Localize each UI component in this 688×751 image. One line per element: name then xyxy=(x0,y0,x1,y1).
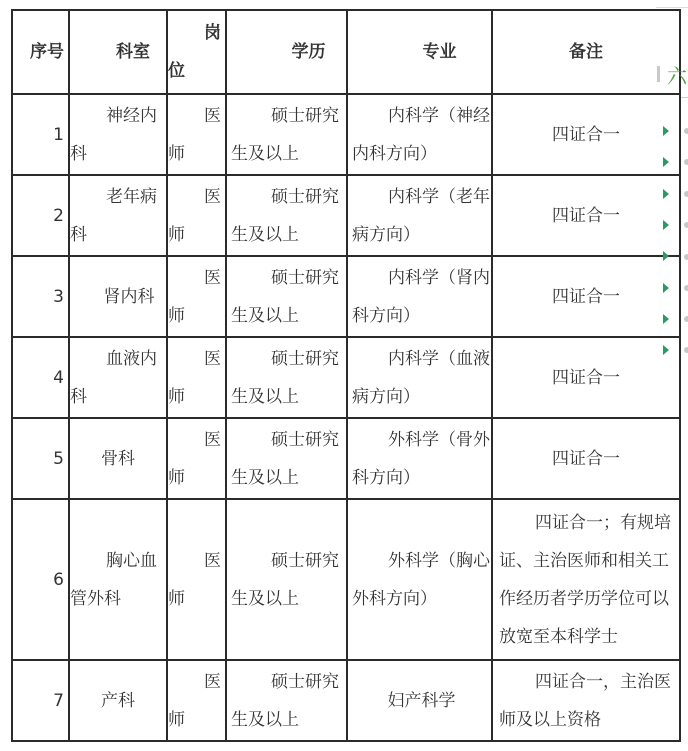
row-education: 硕士研究生及以上 xyxy=(226,256,347,337)
sidebar-link-arrow-icon[interactable] xyxy=(663,157,669,167)
sidebar-link-arrow-icon[interactable] xyxy=(663,189,669,199)
row-dept: 神经内科 xyxy=(69,94,167,175)
header-note: 备注 xyxy=(492,10,680,94)
row-education: 硕士研究生及以上 xyxy=(226,337,347,418)
row-major: 内科学（神经内科方向） xyxy=(347,94,492,175)
row-dept: 肾内科 xyxy=(69,256,167,337)
row-major: 妇产科学 xyxy=(347,660,492,741)
row-note: 四证合一 xyxy=(492,337,680,418)
sidebar-bullet-icon xyxy=(684,285,688,291)
row-note: 四证合一；有规培证、主治医师和相关工作经历者学历学位可以放宽至本科学士 xyxy=(492,499,680,660)
row-index: 4 xyxy=(12,337,69,418)
sidebar-bullet-icon xyxy=(684,347,688,353)
table-row xyxy=(12,418,680,499)
row-post: 医师 xyxy=(167,499,226,660)
sidebar-heading-marker xyxy=(657,66,660,82)
sidebar-bullet-icon xyxy=(684,222,688,228)
row-major: 内科学（肾内科方向） xyxy=(347,256,492,337)
sidebar-link-arrow-icon[interactable] xyxy=(663,283,669,293)
sidebar-bullet-icon xyxy=(684,191,688,197)
row-dept: 胸心血管外科 xyxy=(69,499,167,660)
sidebar-link-arrow-icon[interactable] xyxy=(663,314,669,324)
sidebar-bullet-icon xyxy=(684,254,688,260)
row-index: 6 xyxy=(12,499,69,660)
sidebar-heading: 六 xyxy=(667,64,687,88)
row-post: 医师 xyxy=(167,256,226,337)
row-major: 外科学（胸心外科方向） xyxy=(347,499,492,660)
header-index: 序号 xyxy=(12,10,69,94)
table-row xyxy=(12,499,680,660)
row-education: 硕士研究生及以上 xyxy=(226,499,347,660)
row-post: 医师 xyxy=(167,175,226,256)
row-note: 四证合一 xyxy=(492,256,680,337)
table-row xyxy=(12,660,680,741)
header-major: 专业 xyxy=(347,10,492,94)
row-major: 内科学（老年病方向） xyxy=(347,175,492,256)
table-row xyxy=(12,337,680,418)
row-note: 四证合一 xyxy=(492,418,680,499)
row-major: 外科学（骨外科方向） xyxy=(347,418,492,499)
sidebar-link-arrow-icon[interactable] xyxy=(663,126,669,136)
row-post: 医师 xyxy=(167,418,226,499)
sidebar-link-arrow-icon[interactable] xyxy=(663,220,669,230)
row-index: 1 xyxy=(12,94,69,175)
row-note: 四证合一，主治医师及以上资格 xyxy=(492,660,680,741)
row-education: 硕士研究生及以上 xyxy=(226,175,347,256)
row-post: 医师 xyxy=(167,337,226,418)
row-index: 3 xyxy=(12,256,69,337)
header-dept: 科室 xyxy=(69,10,167,94)
row-dept: 骨科 xyxy=(69,418,167,499)
header-post: 岗位 xyxy=(167,10,226,94)
job-table xyxy=(11,9,681,742)
row-education: 硕士研究生及以上 xyxy=(226,660,347,741)
table-row xyxy=(12,175,680,256)
row-note: 四证合一 xyxy=(492,175,680,256)
header-education: 学历 xyxy=(226,10,347,94)
sidebar-link-arrow-icon[interactable] xyxy=(663,251,669,261)
row-major: 内科学（血液病方向） xyxy=(347,337,492,418)
header-row xyxy=(12,10,680,94)
row-dept: 老年病科 xyxy=(69,175,167,256)
sidebar-link-arrow-icon[interactable] xyxy=(663,345,669,355)
row-post: 医师 xyxy=(167,94,226,175)
table-row xyxy=(12,94,680,175)
row-note: 四证合一 xyxy=(492,94,680,175)
sidebar-bullet-icon xyxy=(684,128,688,134)
row-index: 5 xyxy=(12,418,69,499)
sidebar-heading-divider xyxy=(681,97,688,98)
row-dept: 血液内科 xyxy=(69,337,167,418)
row-education: 硕士研究生及以上 xyxy=(226,418,347,499)
sidebar-top-divider xyxy=(656,7,688,8)
row-dept: 产科 xyxy=(69,660,167,741)
row-index: 7 xyxy=(12,660,69,741)
sidebar-bullet-icon xyxy=(684,159,688,165)
table-row xyxy=(12,256,680,337)
row-post: 医师 xyxy=(167,660,226,741)
row-index: 2 xyxy=(12,175,69,256)
sidebar-bullet-icon xyxy=(684,316,688,322)
row-education: 硕士研究生及以上 xyxy=(226,94,347,175)
